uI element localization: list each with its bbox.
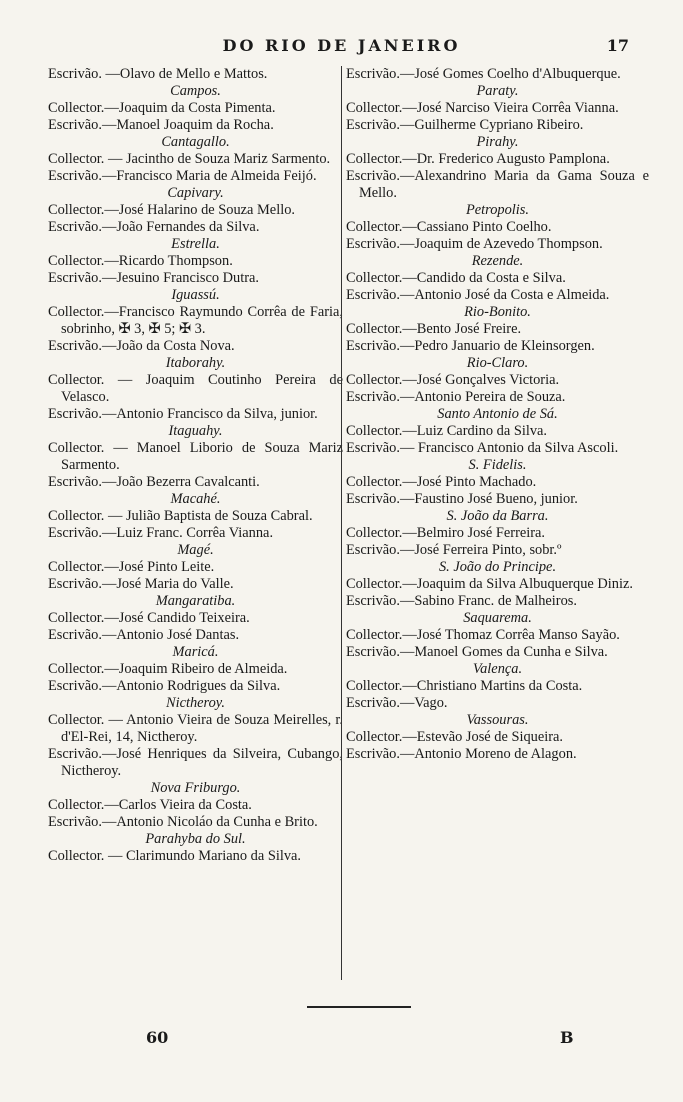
place-heading: Itaguahy. [168,423,223,439]
place-heading: Paraty. [476,83,519,99]
official-entry: Escrivão.—Joaquim de Azevedo Thompson. [346,236,603,252]
place-heading: Maricá. [172,644,219,660]
place-heading: Petropolis. [465,202,530,218]
place-heading: Nova Friburgo. [150,780,241,796]
official-entry: Escrivão.—José Ferreira Pinto, sobr.º [346,542,562,558]
official-entry: Collector.—Luiz Cardino da Silva. [346,423,548,439]
official-entry: Escrivão.—Luiz Franc. Corrêa Vianna. [48,525,274,541]
place-heading: Saquarema. [463,610,532,626]
place-heading: Capivary. [167,185,224,201]
place-heading: Macahé. [170,491,221,507]
place-heading: S. João do Principe. [438,559,557,575]
official-entry: Escrivão.—Jesuino Francisco Dutra. [48,270,260,286]
official-entry: Escrivão.—Manoel Joaquim da Rocha. [48,117,274,133]
official-entry: Collector.—José Thomaz Corrêa Manso Sayão. [346,627,620,643]
official-entry: Escrivão.—Francisco Maria de Almeida Feijó. [48,168,317,184]
footer-rule [307,1006,411,1008]
official-entry: Escrivão.—Sabino Franc. de Malheiros. [346,593,577,609]
official-entry: Collector.—Candido da Costa e Silva. [346,270,566,286]
official-entry: Collector.—José Gonçalves Victoria. [346,372,560,388]
place-heading: Rio-Bonito. [464,304,531,320]
official-entry: Collector.—Joaquim Ribeiro de Almeida. [48,661,288,677]
official-entry: Collector.—José Halarino de Souza Mello. [48,202,295,218]
official-entry: Escrivão.—Antonio Moreno de Alagon. [346,746,577,762]
right-column [346,66,649,992]
place-heading: Estrella. [171,236,220,252]
official-entry: Escrivão.—João da Costa Nova. [48,338,235,354]
signature-number: 60 [146,1028,169,1047]
official-entry: Escrivão.—Manoel Gomes da Cunha e Silva. [346,644,608,660]
place-heading: Pirahy. [476,134,519,150]
official-entry: Collector. — Antonio Vieira de Souza Meirelles, r. d'El-Rei, 14, Nictheroy. [48,712,343,745]
official-entry: Collector.—José Pinto Machado. [346,474,537,490]
column-divider [341,66,342,980]
official-entry: Escrivão.—Antonio Rodrigues da Silva. [48,678,281,694]
place-heading: Rio-Claro. [466,355,529,371]
place-heading: Nictheroy. [165,695,226,711]
running-title: DO RIO DE JANEIRO [222,36,461,55]
left-column [48,66,343,992]
place-heading: Magé. [177,542,214,558]
official-entry: Collector. — Manoel Liborio de Souza Mariz Sarmento. [48,440,343,473]
official-entry: Collector.—Belmiro José Ferreira. [346,525,546,541]
place-heading: Itaborahy. [165,355,226,371]
page-header [0,36,683,60]
place-heading: S. João da Barra. [446,508,549,524]
official-entry: Collector. — Clarimundo Mariano da Silva. [48,848,301,864]
official-entry: Escrivão.—Vago. [346,695,448,711]
official-entry: Collector.—Estevão José de Siqueira. [346,729,564,745]
page-number: 17 [606,36,629,55]
two-column-listing [44,66,649,992]
place-heading: S. Fidelis. [468,457,527,473]
place-heading: Mangaratiba. [155,593,236,609]
official-entry: Escrivão.—Guilherme Cypriano Ribeiro. [346,117,584,133]
official-entry: Escrivão.—João Fernandes da Silva. [48,219,260,235]
official-entry: Collector.—Francisco Raymundo Corrêa de Faria, sobrinho, ✠ 3, ✠ 5; ✠ 3. [48,304,343,337]
official-entry: Collector.—José Pinto Leite. [48,559,215,575]
official-entry: Collector.—José Narciso Vieira Corrêa Vianna. [346,100,619,116]
place-heading: Cantagallo. [161,134,230,150]
official-entry: Escrivão. —Olavo de Mello e Mattos. [48,66,268,82]
official-entry: Escrivão.—Faustino José Bueno, junior. [346,491,578,507]
place-heading: Campos. [170,83,221,99]
official-entry: Escrivão.—Antonio Francisco da Silva, junior. [48,406,318,422]
official-entry: Escrivão.— Francisco Antonio da Silva Ascoli. [346,440,619,456]
place-heading: Santo Antonio de Sá. [437,406,558,422]
place-heading: Parahyba do Sul. [145,831,246,847]
official-entry: Escrivão.—Antonio Pereira de Souza. [346,389,566,405]
official-entry: Collector. — Jacintho de Souza Mariz Sarmento. [48,151,331,167]
official-entry: Collector.—Joaquim da Costa Pimenta. [48,100,276,116]
official-entry: Collector.—Ricardo Thompson. [48,253,233,269]
official-entry: Escrivão.—José Maria do Valle. [48,576,234,592]
official-entry: Collector.—Bento José Freire. [346,321,522,337]
official-entry: Escrivão.—Alexandrino Maria da Gama Souza e Mello. [346,168,649,201]
official-entry: Escrivão.—Antonio José Dantas. [48,627,240,643]
official-entry: Escrivão.—Pedro Januario de Kleinsorgen. [346,338,595,354]
official-entry: Escrivão.—Antonio José da Costa e Almeida. [346,287,610,303]
official-entry: Escrivão.—José Gomes Coelho d'Albuquerque. [346,66,621,82]
place-heading: Iguassú. [171,287,220,303]
official-entry: Collector.—Cassiano Pinto Coelho. [346,219,552,235]
official-entry: Collector.—Joaquim da Silva Albuquerque Diniz. [346,576,633,592]
official-entry: Collector.—José Candido Teixeira. [48,610,250,626]
official-entry: Collector.—Christiano Martins da Costa. [346,678,583,694]
place-heading: Rezende. [471,253,524,269]
official-entry: Escrivão.—Antonio Nicoláo da Cunha e Brito. [48,814,318,830]
official-entry: Collector. — Joaquim Coutinho Pereira de Velasco. [48,372,343,405]
official-entry: Collector.—Carlos Vieira da Costa. [48,797,252,813]
signature-letter: B [560,1028,574,1047]
official-entry: Escrivão.—José Henriques da Silveira, Cubango, Nictheroy. [48,746,343,779]
official-entry: Escrivão.—João Bezerra Cavalcanti. [48,474,260,490]
place-heading: Valença. [472,661,523,677]
place-heading: Vassouras. [466,712,529,728]
official-entry: Collector. — Julião Baptista de Souza Cabral. [48,508,313,524]
official-entry: Collector.—Dr. Frederico Augusto Pamplona. [346,151,610,167]
